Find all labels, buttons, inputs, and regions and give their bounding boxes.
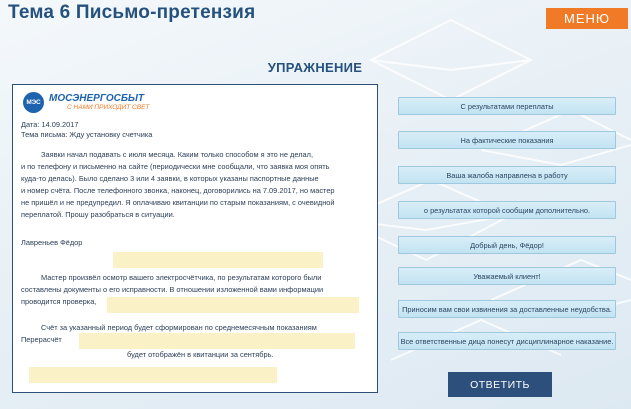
answer-option[interactable]: Добрый день, Фёдор! [398,236,616,254]
answer-drop-slot-3[interactable] [79,333,355,349]
answer-option[interactable]: о результатах которой сообщим дополнительно. [398,201,616,219]
answer-option[interactable]: С результатами переплаты [398,97,616,115]
topic-title: Тема 6 Письмо-претензия [8,2,256,23]
answer-drop-slot-4[interactable] [29,367,277,383]
answer-option[interactable]: На фактические показания [398,131,616,149]
letter-body-line: переплатой. Прошу разобраться в ситуации. [21,210,175,219]
letter-signature: Лавреньев Фёдор [21,238,83,247]
letter-subject: Тема письма: Жду установку счетчика [21,130,153,139]
letter-date: Дата: 14.09.2017 [21,120,79,129]
exercise-heading: УПРАЖНЕНИЕ [267,60,363,75]
answer-option[interactable]: Приносим вам свои извинения за доставленные неудобства. [398,300,616,318]
reply-line: составлены документы о его исправности. В отношении изложенной вами информации [21,285,324,294]
submit-answer-button[interactable]: ОТВЕТИТЬ [448,372,552,397]
reply-line: Перерасчёт [21,335,62,344]
letter-body-line: и номер счёта. После телефонного звонка, наконец, договорились на 7.09.2017, но мастер [21,186,335,195]
reply-line: проводится проверка, [21,297,97,306]
letter-body-line: не пришёл и не предупредил. Я оплачиваю квитанции по старым показаниям, с очевидной [21,198,335,207]
letter-body-line: и по телефону и письменно на сайте (периодически мне сообщали, что заявка моя опять [21,162,330,171]
answer-option[interactable]: Уважаемый клиент! [398,267,616,285]
reply-line: Счёт за указанный период будет сформирован по среднемесячным показаниям [41,323,317,332]
logo-name: МОСЭНЕРГОСБЫТ [49,92,145,104]
menu-button[interactable]: МЕНЮ [546,8,628,29]
letter-body-line: куда-то делась). Было сделано 3 или 4 заявки, в которых указаны паспортные данные [21,174,319,183]
reply-line: будет отображён в квитанции за сентябрь. [127,350,274,359]
company-logo [23,92,149,113]
logo-mark-icon: МЭС [23,92,44,113]
letter-body-line: Заявки начал подавать с июля месяца. Каким только способом я это не делал, [41,150,314,159]
answer-option[interactable]: Ваша жалоба направлена в работу [398,166,616,184]
logo-slogan: С НАМИ ПРИХОДИТ СВЕТ [67,103,150,111]
answer-option[interactable]: Все ответственные дица понесут дисциплинарное наказание. [398,332,616,350]
answer-drop-slot-1[interactable] [113,252,323,268]
letter-panel [12,84,378,393]
answer-drop-slot-2[interactable] [107,297,359,313]
reply-line: Мастер произвёл осмотр вашего электросчётчика, по результатам которого были [41,273,322,282]
